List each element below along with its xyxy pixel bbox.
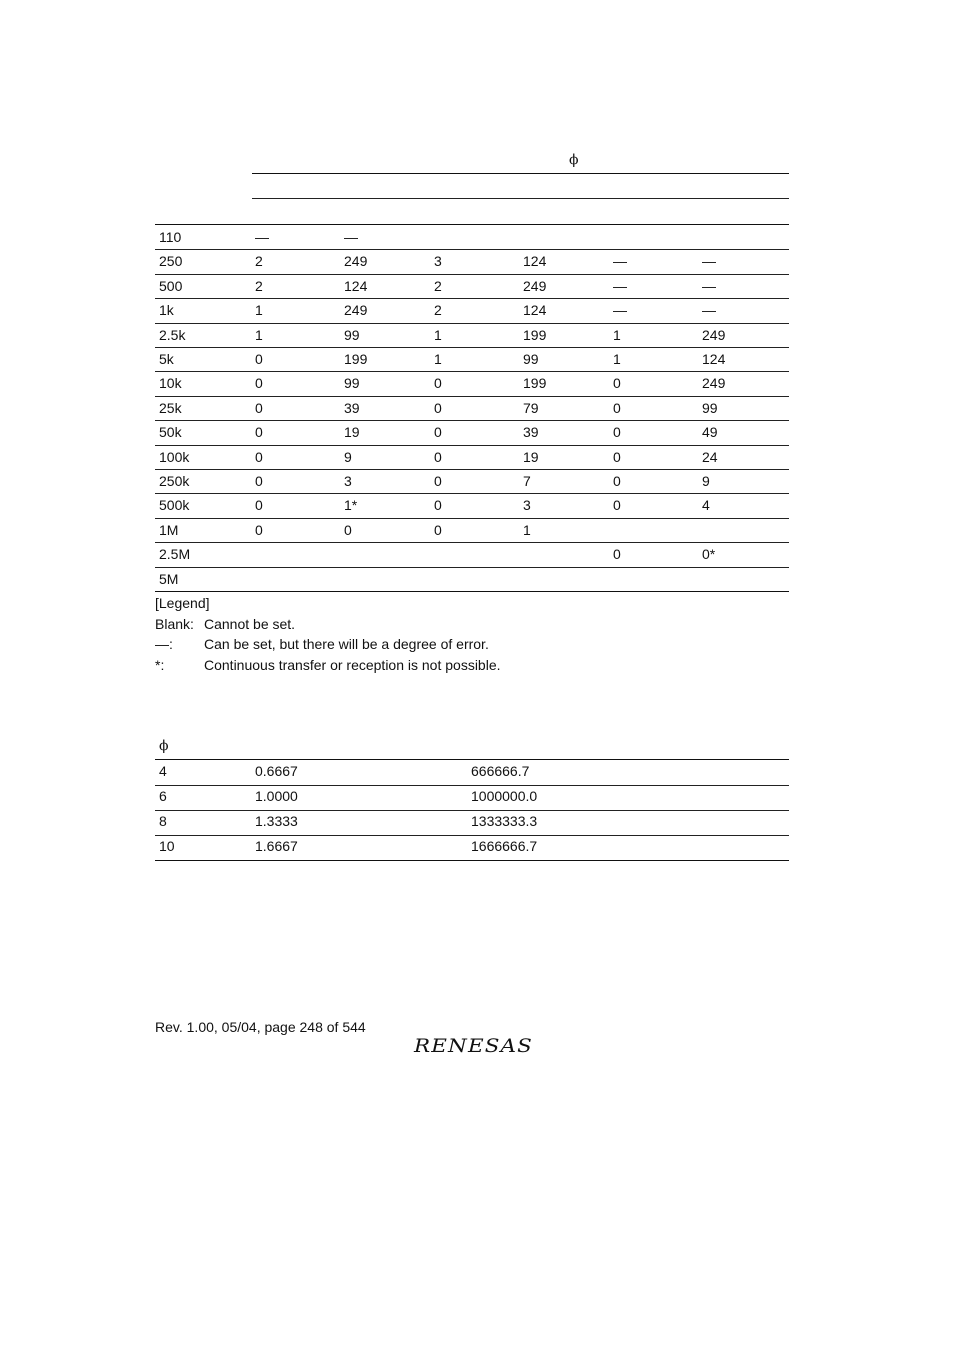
table1-cell: 3: [434, 253, 442, 270]
table1-cell: 0: [344, 521, 352, 538]
table1-cell: 7: [523, 473, 531, 489]
table1-cell: 0: [434, 497, 442, 514]
table1-cell: 249: [702, 326, 726, 343]
table1-cell: 2: [434, 277, 442, 294]
table1-cell: 199: [344, 351, 368, 367]
table1-cell: 99: [344, 326, 360, 343]
table2-cell: 1333333.3: [471, 813, 538, 829]
table2-row-rule: [155, 860, 789, 861]
table1-cell: —: [344, 229, 358, 245]
table1-cell: 124: [523, 253, 547, 270]
bit-rate-cell: 2.5M: [159, 546, 191, 563]
phi-value-cell: 10: [159, 838, 175, 854]
table2-row-rule: [155, 810, 789, 811]
table1-cell: 0: [434, 399, 442, 416]
bit-rate-cell: 110: [159, 229, 182, 245]
table1-cell: 0: [613, 399, 621, 416]
table1-cell: 0: [434, 448, 442, 465]
table2-cell: 1.3333: [255, 813, 298, 829]
table1-cell: 2: [434, 302, 442, 319]
bit-rate-cell: 500: [159, 277, 183, 294]
table1-header-rule-1: [252, 173, 789, 174]
table1-row-rule: [155, 445, 789, 446]
table1-cell: 1: [613, 326, 621, 343]
bit-rate-cell: 5M: [159, 570, 179, 587]
table2-cell: 1666666.7: [471, 838, 538, 854]
renesas-logo: [413, 1033, 535, 1057]
table1-row-rule: [155, 591, 789, 592]
phi-value-cell: 4: [159, 763, 167, 779]
table2-cell: 0.6667: [255, 763, 298, 779]
legend-text-asterisk: Continuous transfer or reception is not possible.: [204, 657, 501, 673]
table1-cell: 0: [434, 375, 442, 392]
table1-cell: 124: [702, 351, 726, 367]
table1-cell: 0: [255, 473, 263, 489]
table1-cell: 99: [702, 399, 718, 416]
legend-text-dash: Can be set, but there will be a degree of error.: [204, 636, 489, 652]
legend-key-dash: —:: [155, 636, 173, 652]
table1-cell: 99: [344, 375, 360, 392]
table1-cell: 0: [613, 448, 621, 465]
legend-key-blank: Blank:: [155, 616, 194, 632]
table1-cell: 0: [255, 399, 263, 416]
table1-cell: 2: [255, 253, 263, 270]
table1-row-rule: [155, 518, 789, 519]
table1-cell: 24: [702, 448, 718, 465]
bit-rate-cell: 1M: [159, 521, 179, 538]
table1-cell: 0: [613, 473, 621, 489]
table1-cell: 0*: [702, 546, 716, 563]
table1-cell: 249: [344, 302, 368, 319]
bit-rate-cell: 2.5k: [159, 326, 186, 343]
table1-cell: 249: [702, 375, 726, 392]
bit-rate-cell: 250k: [159, 473, 190, 489]
table1-cell: 4: [702, 497, 710, 514]
table1-cell: —: [613, 277, 627, 294]
table1-row-rule: [155, 567, 789, 568]
bit-rate-cell: 100k: [159, 448, 190, 465]
table1-cell: 199: [523, 375, 547, 392]
table1-cell: 0: [255, 424, 263, 441]
table1-row-rule: [155, 323, 789, 324]
table1-cell: 9: [702, 473, 710, 489]
table1-cell: 1: [255, 302, 263, 319]
table1-cell: 1: [523, 521, 531, 538]
table1-cell: 49: [702, 424, 718, 441]
table1-cell: 0: [434, 473, 442, 489]
table1-cell: —: [702, 302, 716, 319]
table1-cell: 124: [523, 302, 547, 319]
table1-cell: 39: [344, 399, 360, 416]
table1-header-rule-2: [252, 198, 789, 199]
table1-cell: 0: [255, 521, 263, 538]
table1-cell: 19: [344, 424, 360, 441]
bit-rate-cell: 250: [159, 253, 183, 270]
table1-header-rule-3: [155, 224, 789, 225]
table1-row-rule: [155, 493, 789, 494]
table1-row-rule: [155, 420, 789, 421]
table1-cell: 1: [255, 326, 263, 343]
table1-cell: 0: [255, 351, 263, 367]
table1-row-rule: [155, 249, 789, 250]
phi-value-cell: 6: [159, 788, 167, 804]
table2-cell: 1.0000: [255, 788, 298, 804]
table1-cell: 0: [434, 424, 442, 441]
table1-cell: 0: [613, 546, 621, 563]
table1-row-rule: [155, 347, 789, 348]
renesas-logo-text: RENESAS: [413, 1035, 533, 1057]
table1-row-rule: [155, 274, 789, 275]
table1-cell: 39: [523, 424, 539, 441]
table1-cell: 1*: [344, 497, 358, 514]
table1-cell: 249: [344, 253, 368, 270]
table1-cell: 0: [613, 375, 621, 392]
table1-cell: 0: [613, 424, 621, 441]
table1-cell: 3: [523, 497, 531, 514]
table1-cell: —: [613, 253, 627, 270]
table1-cell: —: [255, 229, 269, 245]
table1-cell: 124: [344, 277, 368, 294]
table1-cell: 3: [344, 473, 352, 489]
table1-cell: 249: [523, 277, 547, 294]
table1-cell: 0: [613, 497, 621, 514]
table2-header-rule: [155, 759, 789, 760]
table1-cell: 1: [434, 351, 442, 367]
table1-row-rule: [155, 542, 789, 543]
table1-cell: 0: [434, 521, 442, 538]
page-info: Rev. 1.00, 05/04, page 248 of 544: [155, 1019, 366, 1035]
bit-rate-cell: 5k: [159, 351, 174, 367]
bit-rate-cell: 10k: [159, 375, 182, 392]
table2-phi-symbol: ϕ: [159, 738, 169, 754]
table1-row-rule: [155, 469, 789, 470]
table1-cell: 0: [255, 497, 263, 514]
table1-cell: 99: [523, 351, 539, 367]
table1-cell: 1: [434, 326, 442, 343]
table1-cell: 0: [255, 375, 263, 392]
table1-cell: 1: [613, 351, 621, 367]
bit-rate-cell: 1k: [159, 302, 174, 319]
table1-cell: 0: [255, 448, 263, 465]
table2-cell: 1000000.0: [471, 788, 538, 804]
table2-row-rule: [155, 835, 789, 836]
table1-row-rule: [155, 396, 789, 397]
bit-rate-cell: 500k: [159, 497, 190, 514]
legend-title: [Legend]: [155, 595, 210, 611]
table1-cell: 9: [344, 448, 352, 465]
bit-rate-cell: 25k: [159, 399, 182, 416]
table1-row-rule: [155, 298, 789, 299]
table2-cell: 1.6667: [255, 838, 298, 854]
table1-phi-symbol: ϕ: [569, 152, 579, 168]
table2-cell: 666666.7: [471, 763, 530, 779]
table1-cell: 79: [523, 399, 539, 416]
bit-rate-cell: 50k: [159, 424, 182, 441]
table1-cell: 199: [523, 326, 547, 343]
table1-cell: —: [702, 277, 716, 294]
table1-cell: 2: [255, 277, 263, 294]
legend-key-asterisk: *:: [155, 657, 165, 673]
phi-value-cell: 8: [159, 813, 167, 829]
table1-cell: 19: [523, 448, 539, 465]
legend-text-blank: Cannot be set.: [204, 616, 296, 632]
table2-row-rule: [155, 785, 789, 786]
table1-cell: —: [702, 253, 716, 270]
table1-row-rule: [155, 371, 789, 372]
table1-cell: —: [613, 302, 627, 319]
